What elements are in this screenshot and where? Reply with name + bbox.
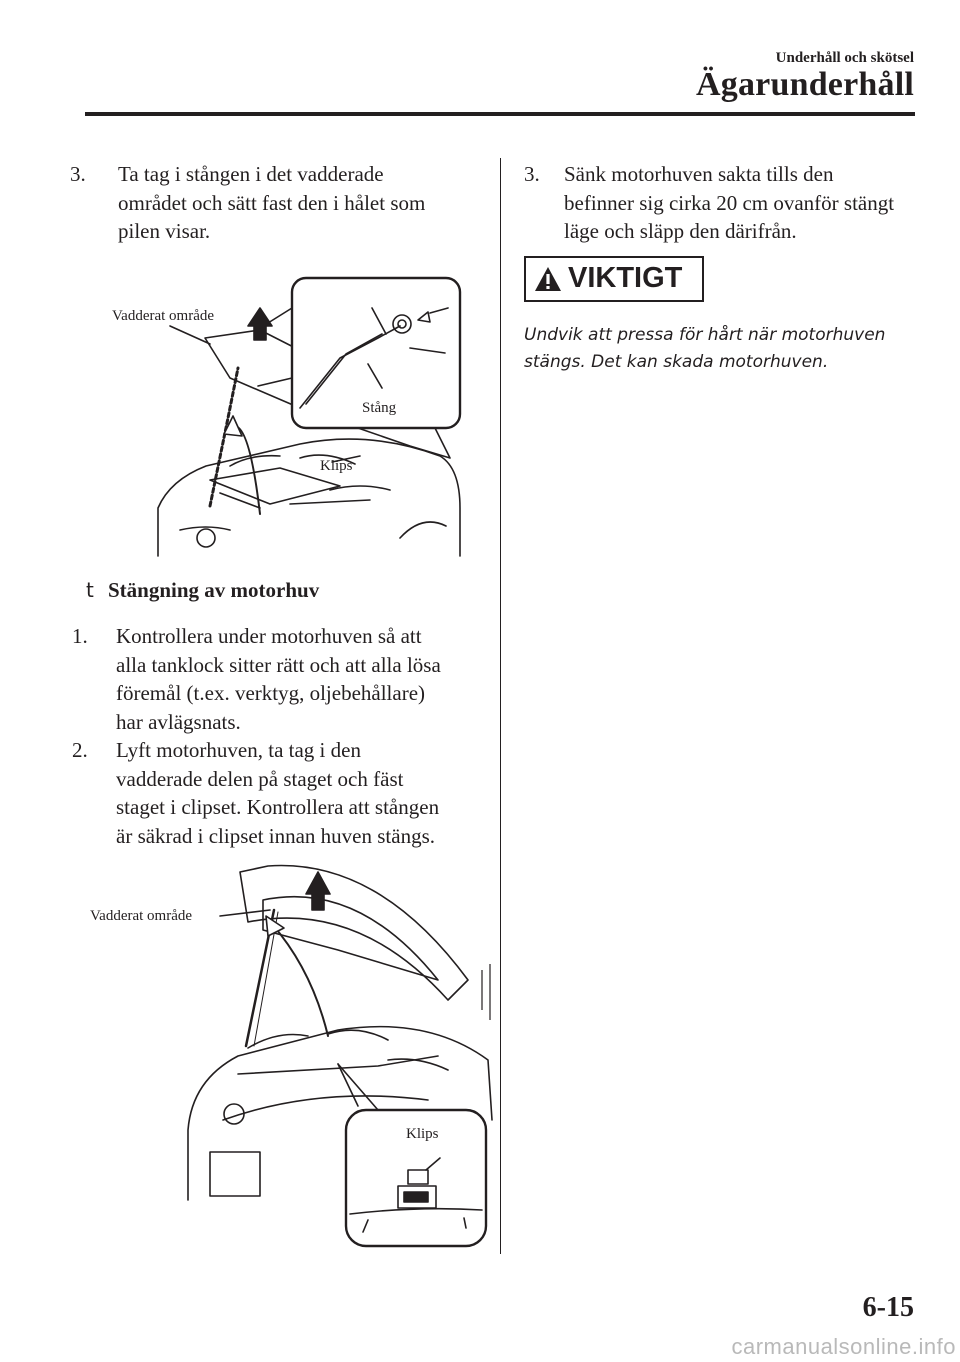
- figure-car-clip: [88, 860, 498, 1256]
- step-number: 1.: [72, 624, 88, 648]
- label-padded-area: Vadderat område: [112, 308, 215, 324]
- section-heading-text: Stängning av motorhuv: [108, 578, 320, 602]
- warning-line: stängs. Det kan skada motorhuven.: [524, 352, 829, 372]
- figure-hood-stay: [110, 268, 470, 564]
- step-line: Lyft motorhuven, ta tag i den: [116, 738, 361, 762]
- warning-icon: [533, 265, 563, 293]
- bullet-icon: t: [86, 578, 94, 602]
- step-line: föremål (t.ex. verktyg, oljebehållare): [116, 681, 426, 705]
- step-line: Ta tag i stången i det vadderade: [118, 162, 384, 186]
- warning-title: VIKTIGT: [568, 262, 683, 294]
- step-line: befinner sig cirka 20 cm ovanför stängt: [564, 190, 895, 215]
- step-line: är säkrad i clipset innan huven stängs.: [116, 823, 435, 848]
- step-number: 3.: [70, 162, 86, 186]
- watermark: carmanualsonline.info: [731, 1334, 956, 1359]
- step-number: 2.: [72, 738, 88, 762]
- step-line: Kontrollera under motorhuven så att: [116, 624, 422, 648]
- step-line: vadderade delen på staget och fäst: [116, 766, 404, 791]
- step-line: pilen visar.: [118, 219, 211, 243]
- section-title: Underhåll och skötsel: [775, 50, 914, 66]
- warning-note: [524, 322, 885, 376]
- step-line: Sänk motorhuven sakta tills den: [564, 162, 834, 186]
- label-clip: Klips: [406, 1126, 439, 1142]
- header-rule: [85, 112, 915, 116]
- step-line: har avlägsnats.: [116, 709, 241, 734]
- label-rod: Stång: [362, 400, 397, 416]
- step-line: läge och släpp den därifrån.: [564, 219, 797, 243]
- warning-line: Undvik att pressa för hårt när motorhuven: [524, 325, 886, 345]
- column-divider: [500, 158, 501, 1254]
- label-clip: Klips: [320, 458, 353, 474]
- chapter-title: Ägarunderhåll: [696, 66, 914, 103]
- step-line: staget i clipset. Kontrollera att stången: [116, 795, 440, 819]
- page-number: 6-15: [862, 1292, 914, 1323]
- step-line: området och sätt fast den i hålet som: [118, 190, 426, 215]
- step-line: alla tanklock sitter rätt och att alla lösa: [116, 652, 441, 677]
- step-number: 3.: [524, 162, 540, 186]
- label-padded-area: Vadderat område: [90, 908, 193, 924]
- section-heading: [86, 578, 320, 603]
